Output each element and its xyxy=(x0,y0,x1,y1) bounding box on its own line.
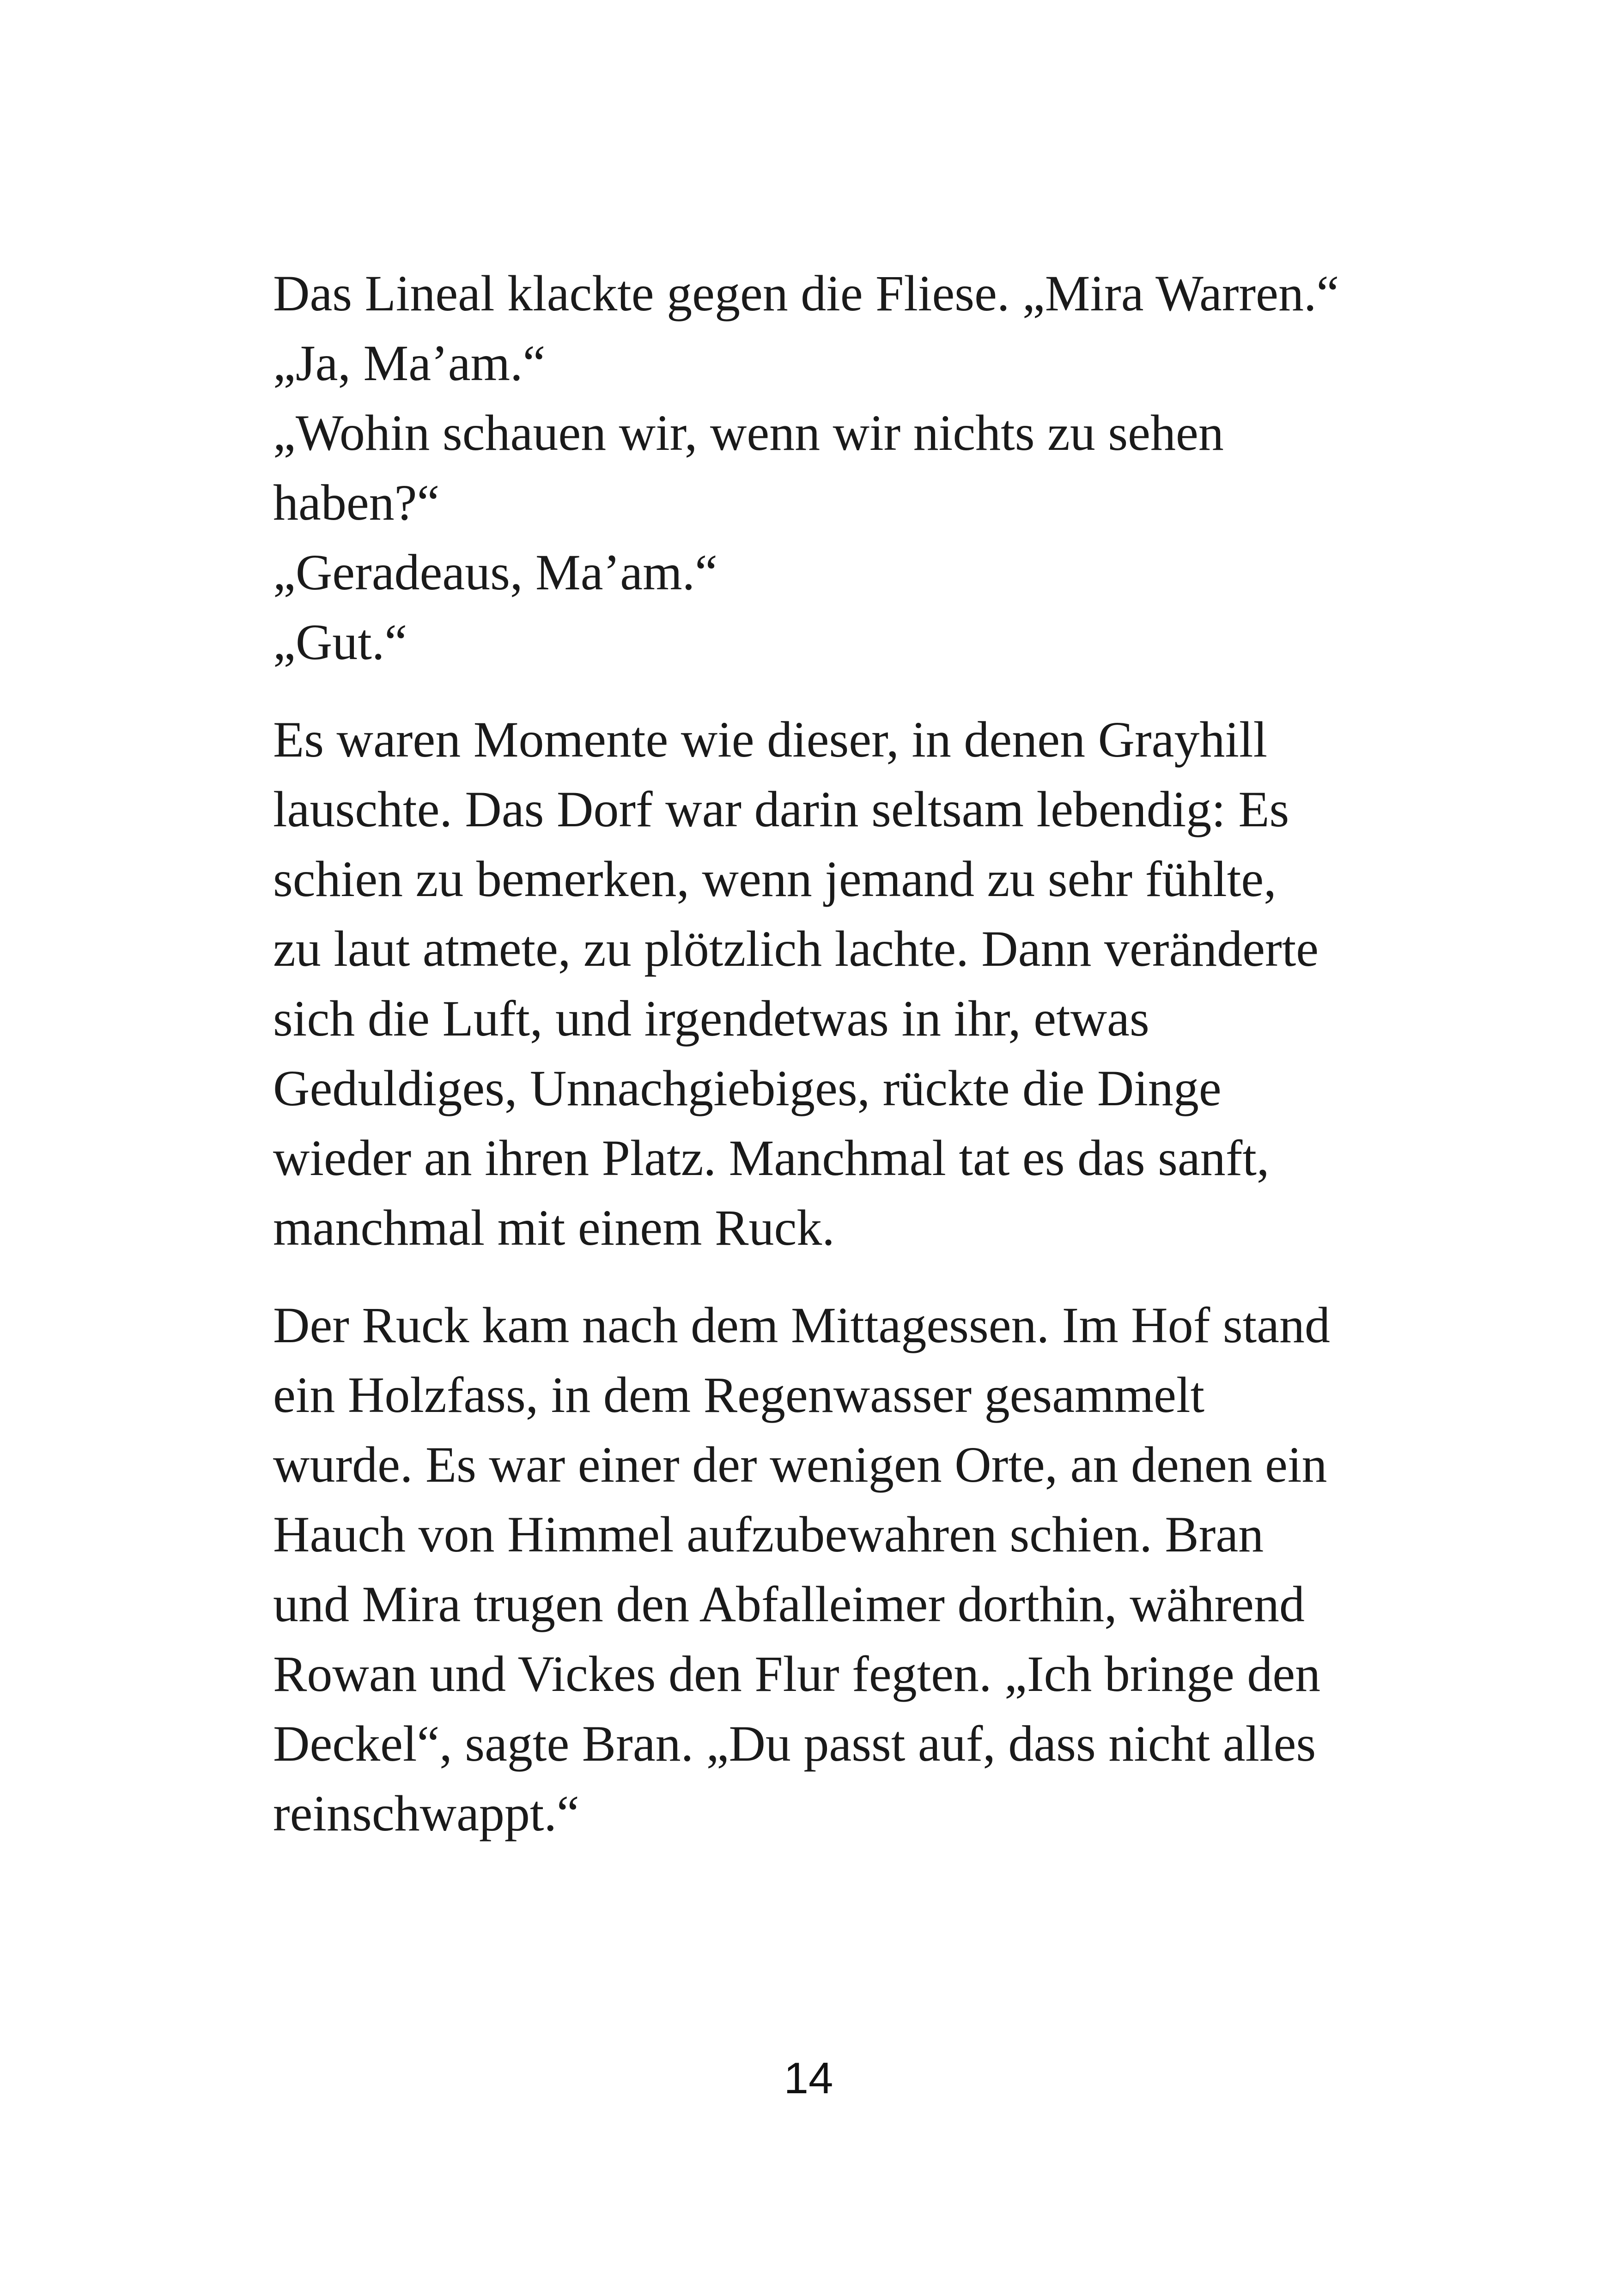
paragraph-line: schien zu bemerken, wenn jemand zu sehr fühlte, xyxy=(273,851,1277,907)
paragraph-line: Hauch von Himmel aufzubewahren schien. Bran xyxy=(273,1506,1264,1563)
dialogue-line: „Wohin schauen wir, wenn wir nichts zu sehen xyxy=(273,405,1224,461)
paragraph-gap xyxy=(273,1263,1350,1290)
paragraph-line: wieder an ihren Platz. Manchmal tat es das sanft, xyxy=(273,1130,1270,1186)
paragraph-1 xyxy=(273,705,1350,1263)
paragraph-2 xyxy=(273,1290,1350,1848)
dialogue-block xyxy=(273,259,1350,677)
paragraph-line: Deckel“, sagte Bran. „Du passt auf, dass nicht alles xyxy=(273,1715,1316,1772)
paragraph-line: lauschte. Das Dorf war darin seltsam lebendig: Es xyxy=(273,781,1289,837)
paragraph-line: und Mira trugen den Abfalleimer dorthin, während xyxy=(273,1576,1305,1632)
page-number: 14 xyxy=(784,2054,833,2103)
dialogue-line: haben?“ xyxy=(273,474,440,531)
paragraph-gap xyxy=(273,677,1350,705)
dialogue-line: Das Lineal klackte gegen die Fliese. „Mira Warren.“ xyxy=(273,265,1339,321)
paragraph-line: Geduldiges, Unnachgiebiges, rückte die Dinge xyxy=(273,1060,1222,1116)
paragraph-line: Rowan und Vickes den Flur fegten. „Ich bringe den xyxy=(273,1646,1321,1702)
page-body-text xyxy=(273,259,1350,1848)
dialogue-line: „Ja, Ma’am.“ xyxy=(273,335,546,391)
paragraph-line: reinschwappt.“ xyxy=(273,1785,579,1842)
dialogue-line: „Gut.“ xyxy=(273,614,407,670)
paragraph-line: sich die Luft, und irgendetwas in ihr, etwas xyxy=(273,990,1149,1047)
paragraph-line: wurde. Es war einer der wenigen Orte, an denen ein xyxy=(273,1436,1327,1493)
paragraph-line: Es waren Momente wie dieser, in denen Grayhill xyxy=(273,711,1268,768)
paragraph-line: Der Ruck kam nach dem Mittagessen. Im Hof stand xyxy=(273,1297,1331,1353)
paragraph-line: manchmal mit einem Ruck. xyxy=(273,1199,835,1256)
paragraph-line: ein Holzfass, in dem Regenwasser gesammelt xyxy=(273,1367,1205,1423)
paragraph-line: zu laut atmete, zu plötzlich lachte. Dann veränderte xyxy=(273,921,1319,977)
dialogue-line: „Geradeaus, Ma’am.“ xyxy=(273,544,717,600)
